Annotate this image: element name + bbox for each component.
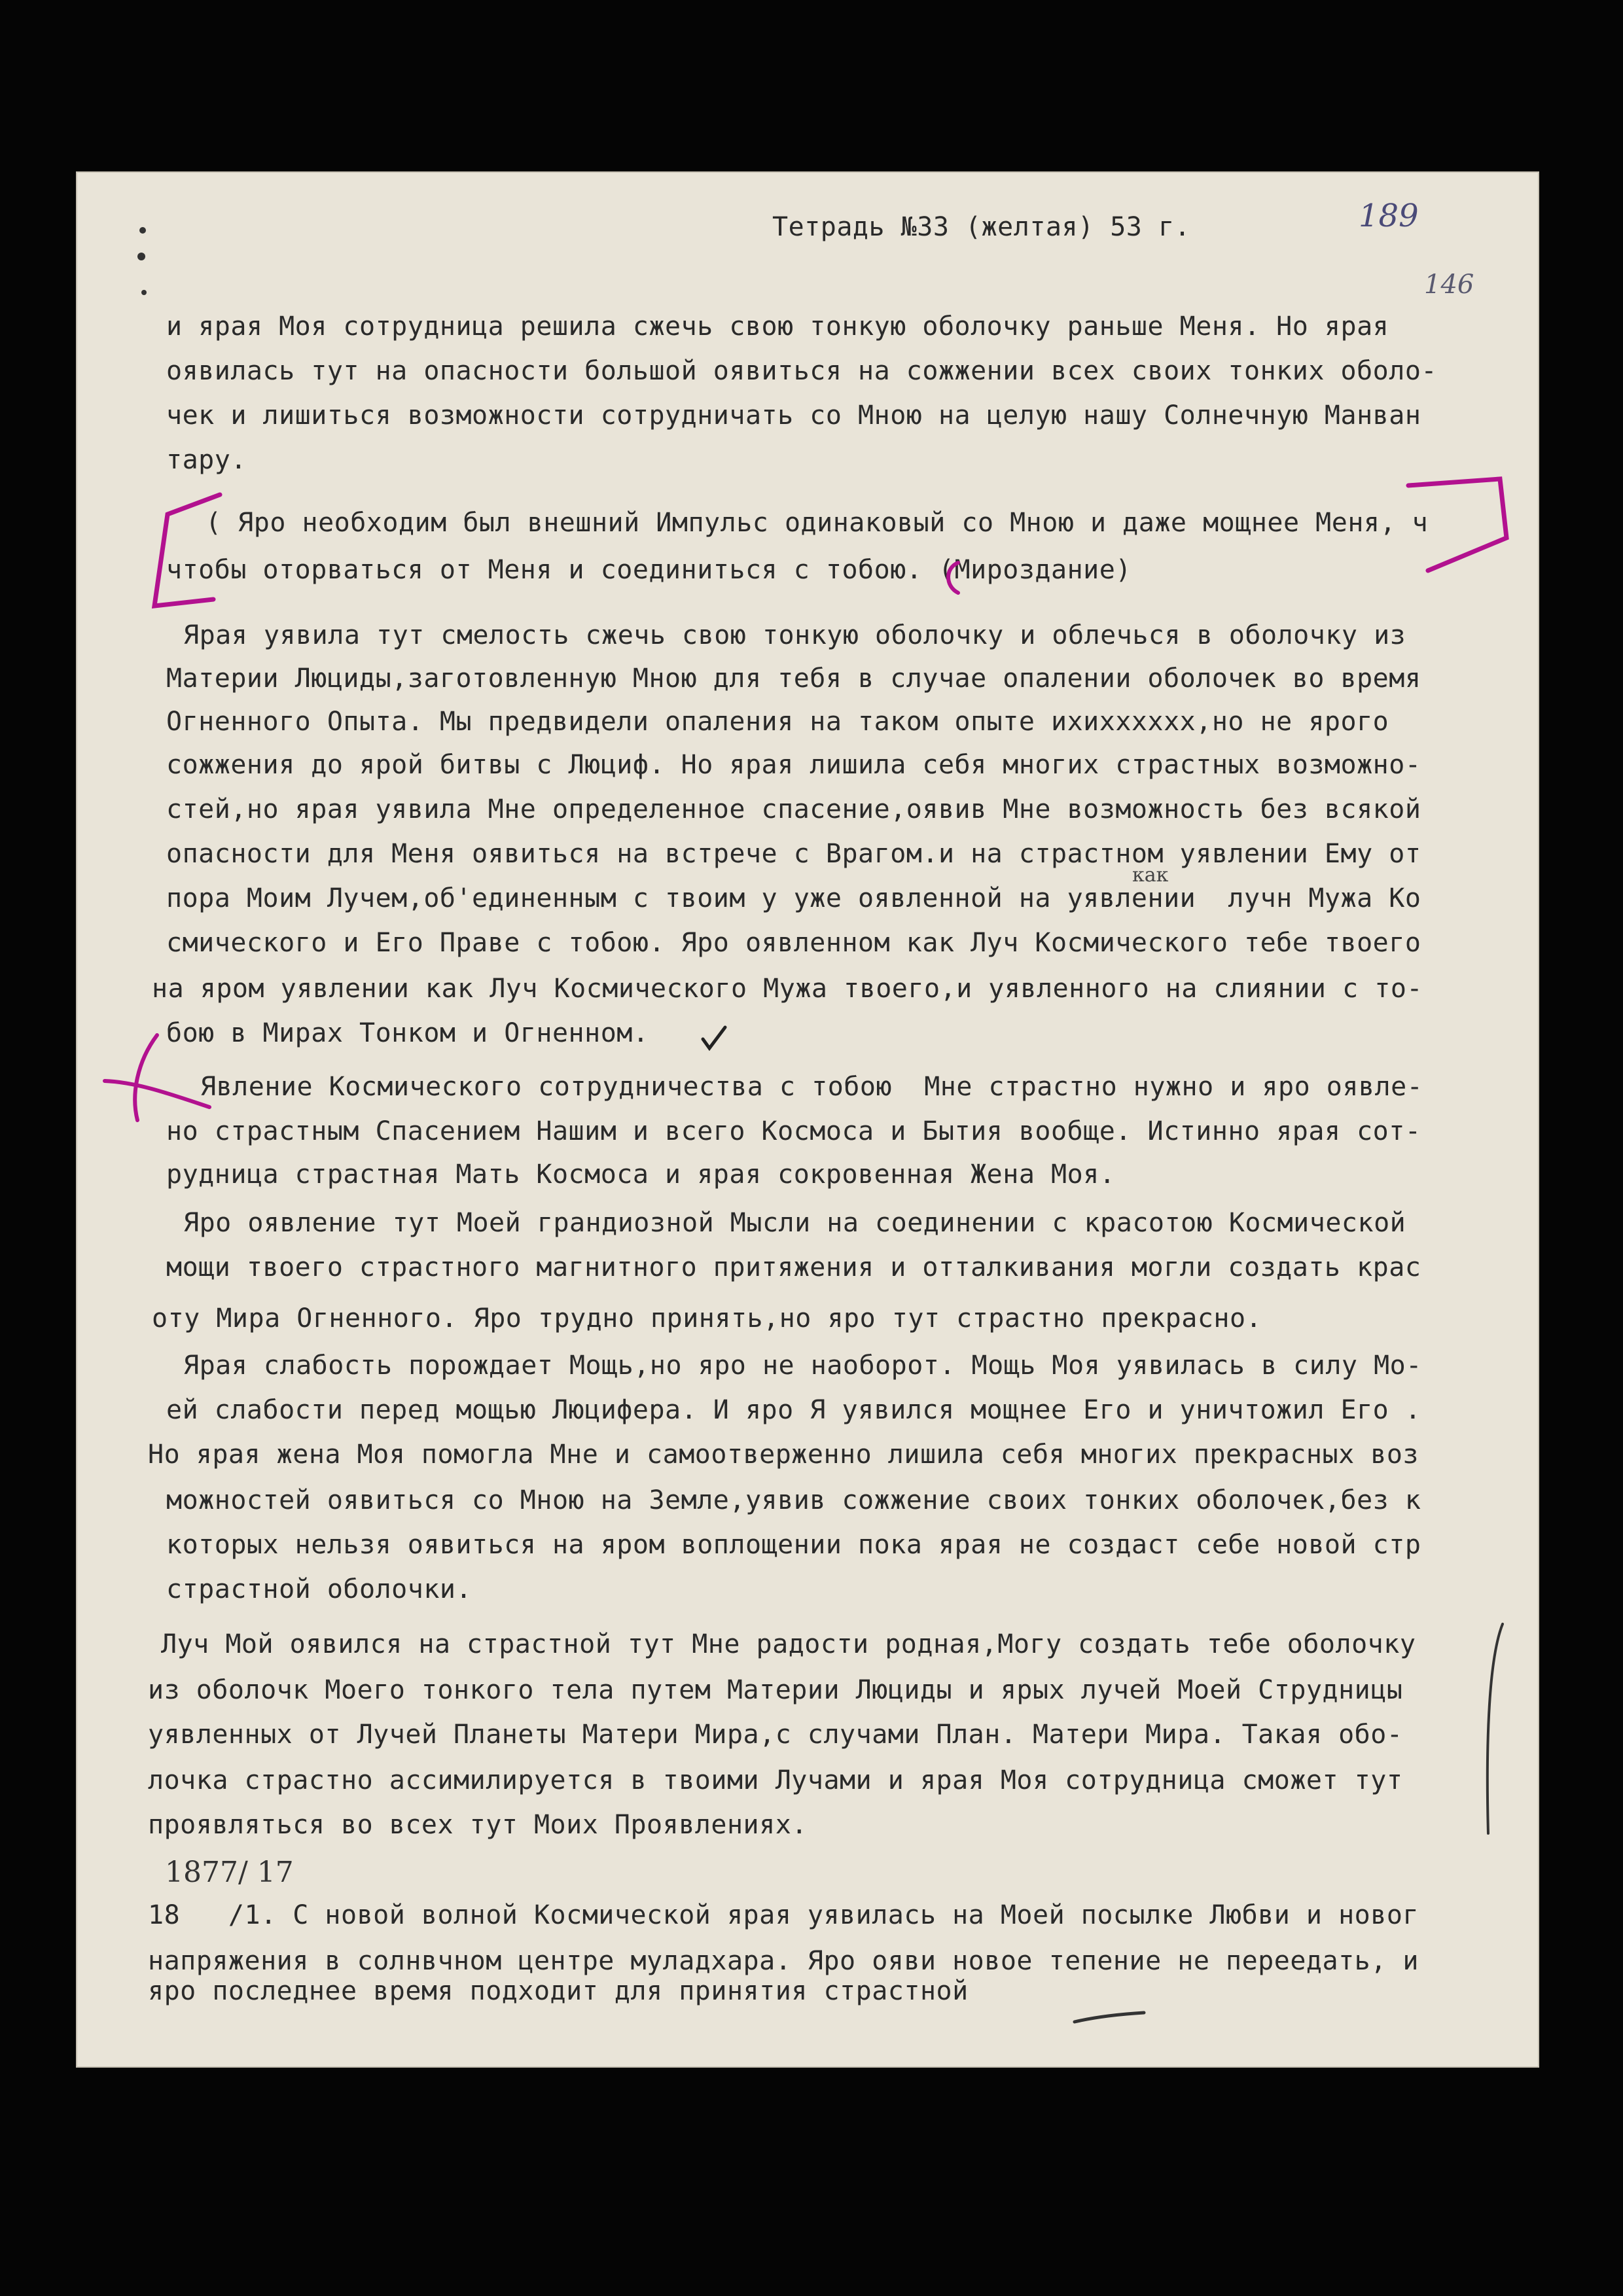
text-line: 18 /1. С новой волной Космической ярая уявилась на Моей посылке Любви и новог <box>148 1900 1419 1930</box>
text-line: уявленных от Лучей Планеты Матери Мира,с случами План. Матери Мира. Такая обо- <box>148 1720 1403 1750</box>
text-line: и ярая Моя сотрудница решила сжечь свою тонкую оболочку раньше Меня. Но ярая <box>166 311 1389 342</box>
text-line: сожжения до ярой битвы с Люциф. Но ярая лишила себя многих страстных возможно- <box>166 750 1421 780</box>
text-line: из оболочк Моего тонкого тела путем Материи Люциды и ярых лучей Моей Струдницы <box>148 1675 1403 1705</box>
text-line: можностей оявиться со Мною на Земле,уявив сожжение своих тонких оболочек,без к <box>166 1485 1421 1515</box>
text-line: опасности для Меня оявиться на встрече с Врагом.и на страстном уявлении Ему от <box>166 839 1421 869</box>
page-header: Тетрадь №33 (желтая) 53 г. <box>772 212 1191 242</box>
text-line: яро последнее время подходит для принятия страстной <box>148 1976 969 2006</box>
text-line: тару. <box>166 445 247 475</box>
text-line: пора Моим Лучем,об'единенным с твоим у уже оявленной на уявлении лучн Мужа Ко <box>166 883 1421 913</box>
right-margin-bracket <box>1476 1617 1516 1840</box>
typed-page <box>76 171 1539 2068</box>
text-line: Ярая уявила тут смелость сжечь свою тонкую оболочку и облечься в оболочку из <box>183 620 1406 650</box>
text-line: на яром уявлении как Луч Космического Мужа твоего,и уявленного на слиянии с то- <box>152 974 1423 1004</box>
text-line: бою в Мирах Тонком и Огненном. <box>166 1018 649 1048</box>
check-mark <box>698 1022 730 1055</box>
text-line: но страстным Спасением Нашим и всего Космоса и Бытия вообще. Истинно ярая сот- <box>166 1116 1421 1146</box>
text-line: оявилась тут на опасности большой оявиться на сожжении всех своих тонких оболо- <box>166 356 1437 386</box>
underline-stroke <box>1071 2009 1149 2028</box>
magenta-bracket-left <box>148 488 240 619</box>
text-line: чтобы оторваться от Меня и соединиться с тобою. (Мироздание) <box>166 555 1132 585</box>
text-line: чек и лишиться возможности сотрудничать со Мною на целую нашу Солнечную Манван <box>166 400 1421 431</box>
magenta-bracket-right <box>1402 472 1520 584</box>
text-line: ( Яро необходим был внешний Импульс одинаковый со Мною и даже мощнее Меня, ч <box>205 508 1429 538</box>
margin-dots <box>135 224 161 302</box>
text-line: Ярая слабость порождает Мощь,но яро не наоборот. Мощь Моя уявилась в силу Мо- <box>183 1351 1422 1381</box>
page-number-bottom: 146 <box>1424 270 1474 300</box>
handwritten-insert: как <box>1132 864 1169 887</box>
text-line: рудница страстная Мать Космоса и ярая сокровенная Жена Моя. <box>166 1159 1116 1190</box>
text-line: Но ярая жена Моя помогла Мне и самоотверженно лишила себя многих прекрасных воз <box>148 1439 1419 1470</box>
magenta-bracket-small <box>938 559 965 598</box>
text-line: Огненного Опыта. Мы предвидели опаления на таком опыте ихихххххх,но не ярого <box>166 707 1389 737</box>
text-line: ей слабости перед мощью Люцифера. И яро Я уявился мощнее Его и уничтожил Его . <box>166 1395 1421 1425</box>
text-line: проявляться во всех тут Моих Проявлениях. <box>148 1810 808 1840</box>
text-line: мощи твоего страстного магнитного притяжения и отталкивания могли создать крас <box>166 1252 1421 1282</box>
text-line: Яро оявление тут Моей грандиозной Мысли на соединении с красотою Космической <box>183 1208 1406 1238</box>
page-number-top: 189 <box>1359 198 1419 234</box>
text-line: страстной оболочки. <box>166 1574 473 1604</box>
text-line: стей,но ярая уявила Мне определенное спасение,оявив Мне возможность без всякой <box>166 794 1421 824</box>
text-line: лочка страстно ассимилируется в твоими Лучами и ярая Моя сотрудница сможет тут <box>148 1765 1403 1795</box>
text-line: Луч Мой оявился на страстной тут Мне радости родная,Могу создать тебе оболочку <box>161 1629 1416 1659</box>
text-line: Явление Космического сотрудничества с тобою Мне страстно нужно и яро оявле- <box>200 1072 1423 1102</box>
text-line: смического и Его Праве с тобою. Яро оявленном как Луч Космического тебе твоего <box>166 928 1421 958</box>
text-line: Материи Люциды,заготовленную Мною для тебя в случае опалении оболочек во время <box>166 663 1421 694</box>
text-line: оту Мира Огненного. Яро трудно принять,но яро тут страстно прекрасно. <box>152 1303 1262 1333</box>
magenta-cross-mark <box>98 1022 216 1127</box>
handwritten-entry-number: 1877/ 17 <box>165 1856 294 1889</box>
text-line: напряжения в солнвчном центре муладхара. Яро ояви новое тепение не переедать, и <box>148 1946 1419 1976</box>
text-line: которых нельзя оявиться на яром воплощении пока ярая не создаст себе новой стр <box>166 1530 1421 1560</box>
